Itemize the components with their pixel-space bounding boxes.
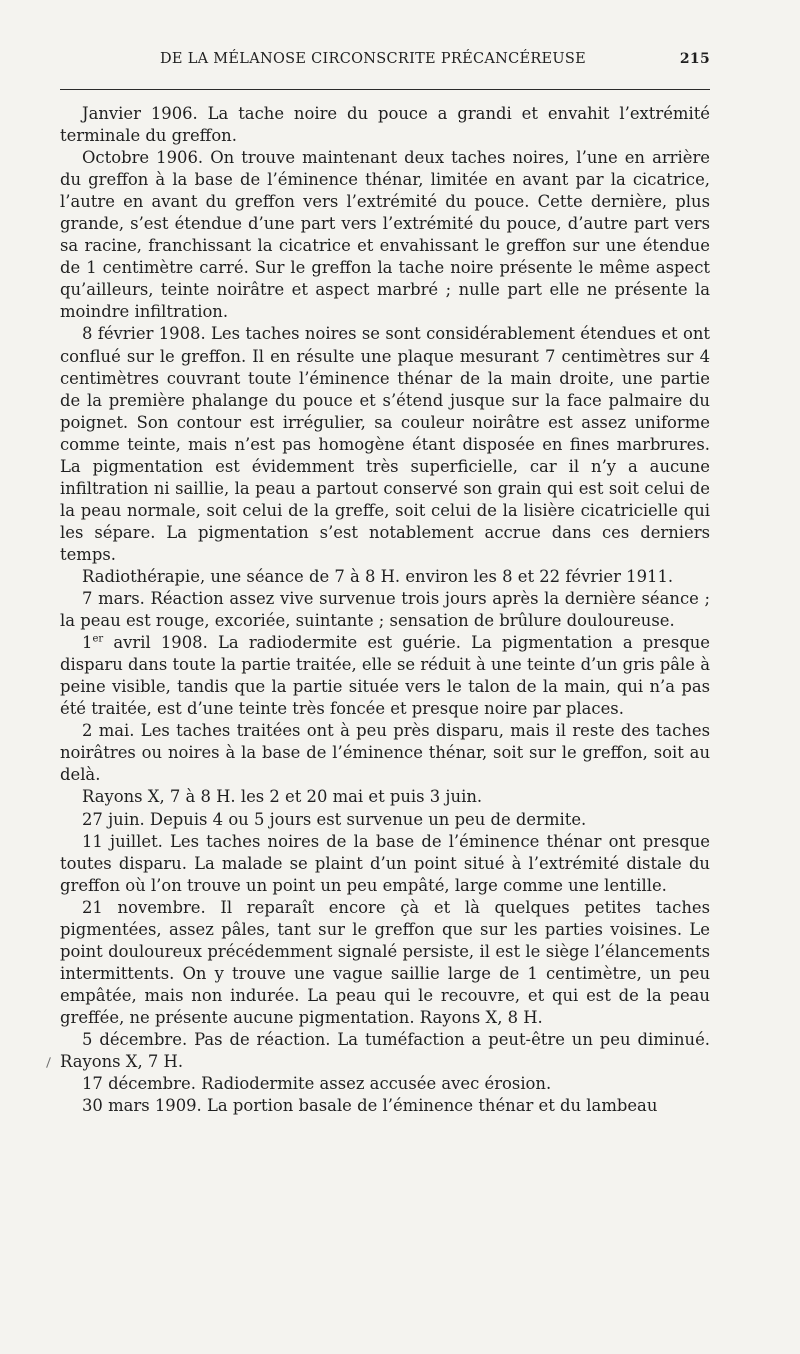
- header-rule: [60, 89, 710, 90]
- paragraph: 27 juin. Depuis 4 ou 5 jours est survenue un peu de dermite.: [82, 809, 587, 829]
- paragraph: 30 mars 1909. La portion basale de l’éminence thénar et du lambeau: [82, 1096, 658, 1116]
- paragraph: Octobre 1906. On trouve maintenant deux taches noires, l’une en arrière du greffon à la base de l’éminence thénar, limitée en avant par la cicatrice, l’autre en avant du greffon vers l’extrémité du pouce. Cette dernière, plus grande, s’est étendue d’une part vers l’extrémité du pouce, d’autre part vers sa racine, franchissant la cicatrice et envahissant le greffon sur une étendue de 1 centimètre carré. Sur le greffon la tache noire présente le même aspect qu’ailleurs, teinte noirâtre et aspect marbré ; nulle part elle ne présente la moindre infiltration.: [60, 148, 710, 322]
- paragraph-text: avril 1908. La radiodermite est guérie. La pigmentation a presque disparu dans toute la partie traitée, elle se réduit à une teinte d’un gris pâle à peine visible, tandis que la partie située vers le talon de la main, qui n’a pas été traitée, est d’une teinte très foncée et presque noire par places.: [60, 633, 710, 719]
- paragraph: 11 juillet. Les taches noires de la base de l’éminence thénar ont presque toutes disparu. La malade se plaint d’un point situé à l’extrémité distale du greffon où l’on trouve un point un peu empâté, large comme une lentille.: [60, 831, 710, 895]
- margin-mark: [46, 1057, 51, 1068]
- date-day: 1: [82, 633, 93, 653]
- ordinal-superscript: er: [92, 633, 104, 645]
- paragraph: 21 novembre. Il reparaît encore çà et là quelques petites taches pigmentées, assez pâles, tant sur le greffon que sur les parties voisines. Le point douloureux précédemment signalé persiste, il est le siège l’élancements intermittents. On y trouve une vague saillie large de 1 centimètre, un peu empâtée, mais non indurée. La peau qui le recouvre, et qui est de la peau greffée, ne présente aucune pigmentation. Rayons X, 8 H.: [60, 897, 710, 1027]
- paragraph: Rayons X, 7 à 8 H. les 2 et 20 mai et puis 3 juin.: [82, 787, 483, 807]
- paragraph: [60, 632, 710, 720]
- paragraph: 8 février 1908. Les taches noires se sont considérablement étendues et ont conflué sur le greffon. Il en résulte une plaque mesurant 7 centimètres sur 4 centimètres couvrant toute l’éminence thénar de la main droite, une partie de la première phalange du pouce et s’étend jusque sur la face palmaire du poignet. Son contour est irrégulier, sa couleur noirâtre est assez uniforme comme teinte, mais n’est pas homogène étant disposée en fines marbrures. La pigmentation est évidemment très superficielle, car il n’y a aucune infiltration ni saillie, la peau a partout conservé son grain qui est soit celui de la peau normale, soit celui de la greffe, soit celui de la lisière cicatricielle qui les sépare. La pigmentation s’est notablement accrue dans ces derniers temps.: [60, 324, 710, 564]
- paragraph: Janvier 1906. La tache noire du pouce a grandi et envahit l’extrémité terminale du greffon.: [60, 104, 710, 146]
- running-head: [60, 51, 710, 75]
- paragraph: 7 mars. Réaction assez vive survenue trois jours après la dernière séance ; la peau est rouge, excoriée, suintante ; sensation de brûlure douloureuse.: [60, 589, 710, 631]
- page-number: 215: [679, 51, 710, 67]
- body-text: [60, 103, 710, 1117]
- paragraph: Radiothérapie, une séance de 7 à 8 H. environ les 8 et 22 février 1911.: [82, 566, 674, 586]
- paragraph: 2 mai. Les taches traitées ont à peu près disparu, mais il reste des taches noirâtres ou noires à la base de l’éminence thénar, soit sur le greffon, soit au delà.: [60, 721, 710, 785]
- running-title: DE LA MÉLANOSE CIRCONSCRITE PRÉCANCÉREUSE: [160, 51, 587, 67]
- paragraph: 5 décembre. Pas de réaction. La tuméfaction a peut-être un peu diminué. Rayons X, 7 H.: [60, 1029, 710, 1072]
- paragraph: 17 décembre. Radiodermite assez accusée avec érosion.: [82, 1074, 552, 1094]
